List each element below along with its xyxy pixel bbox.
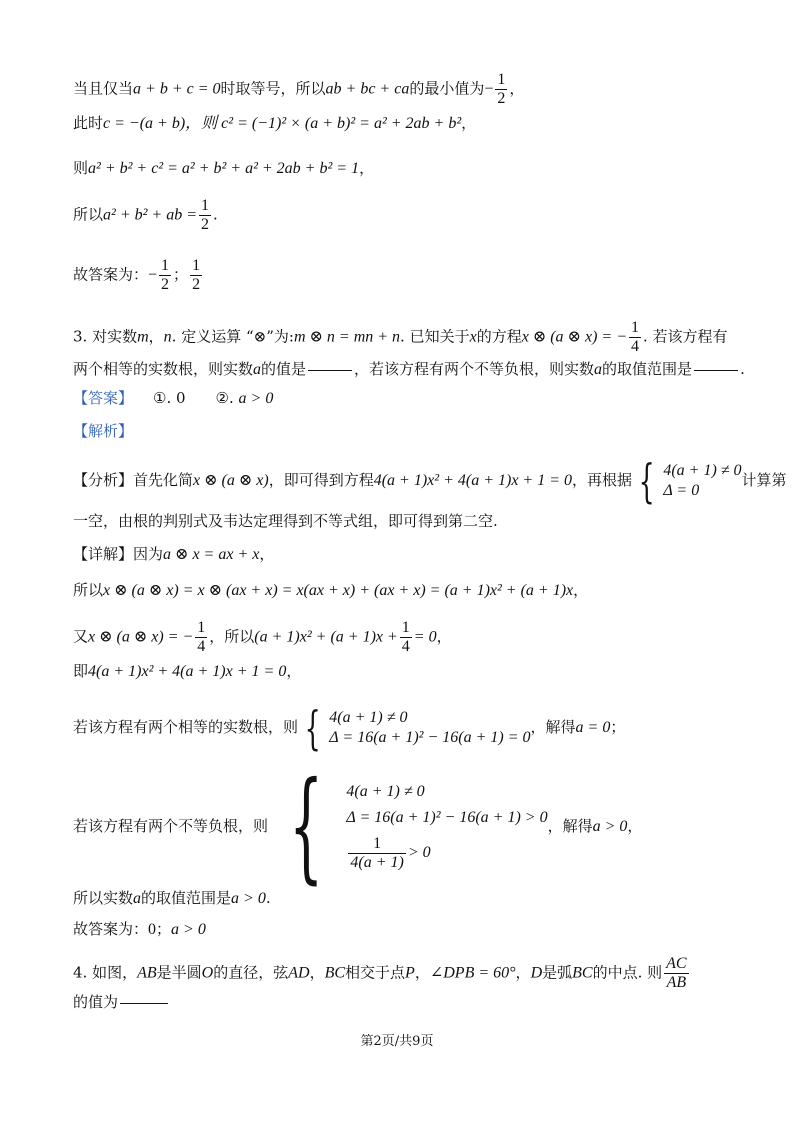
numerator: 1	[348, 836, 405, 854]
text: 的值为	[73, 993, 119, 1011]
system-row: Δ = 0	[663, 482, 700, 499]
numerator: 1	[497, 71, 506, 88]
question-4-line-2	[73, 995, 170, 1010]
text: 的值是	[261, 360, 307, 378]
text: .	[740, 360, 745, 378]
numerator: 1	[201, 197, 209, 214]
numerator: 1	[197, 619, 206, 636]
math-solution: a = 0	[575, 719, 611, 736]
math-condition: a + b + c = 0	[133, 80, 221, 98]
text: 时取等号，所以	[220, 79, 326, 98]
answer-1: ①. 0	[153, 389, 186, 407]
text: 所以实数	[73, 889, 134, 907]
text: ，	[436, 627, 452, 646]
fraction	[190, 258, 202, 293]
text: 是弧	[542, 963, 573, 982]
math-expression: c = −(a + b)，则 c² = (−1)² × (a + b)² = a² + 2ab + b²	[103, 115, 462, 132]
text: ，	[509, 79, 525, 98]
text: 两个相等的实数根，则实数	[73, 360, 254, 378]
text: . 定义运算 “⊗”为:	[171, 327, 294, 346]
denominator: 4	[630, 338, 639, 355]
var: a	[253, 361, 262, 378]
text: 的取值范围是	[141, 889, 232, 907]
detail-line-1	[73, 547, 274, 563]
question-4-line-1	[73, 956, 691, 991]
left-brace: {	[638, 454, 655, 508]
system-row: Δ = 16(a + 1)² − 16(a + 1) = 0	[329, 729, 531, 746]
text: 一空，由根的判别式及韦达定理得到不等式组，即可得到第二空.	[73, 512, 498, 530]
text: 的直径，弦	[213, 963, 289, 982]
text: ，	[359, 159, 375, 177]
text: ，解得	[547, 817, 593, 835]
text: .	[213, 205, 218, 224]
answer-line	[73, 391, 273, 407]
page-footer: 第2页/共9页	[360, 1034, 434, 1049]
denominator: 2	[497, 90, 506, 107]
math-definition: m ⊗ n = mn + n	[293, 328, 401, 346]
numerator: 1	[192, 257, 201, 274]
analysis-line	[73, 424, 133, 439]
detail-line-6	[73, 757, 643, 896]
denominator: AB	[666, 974, 687, 991]
answer-2-label: ②.	[215, 389, 234, 407]
detail-line-7	[73, 891, 271, 907]
fraction	[400, 620, 412, 655]
text: ，	[148, 327, 164, 346]
text: 4. 如图，	[73, 963, 138, 982]
text: ，若该方程有两个不等负根，则实数	[354, 360, 595, 378]
detail-line-5	[73, 701, 626, 755]
text: 因为	[133, 545, 164, 563]
solution-line-2	[73, 116, 476, 132]
system-row: Δ = 16(a + 1)² − 16(a + 1) > 0	[346, 808, 548, 826]
var: P	[405, 964, 415, 982]
var: O	[201, 964, 214, 982]
fenxi-line	[73, 454, 787, 508]
fraction	[195, 620, 207, 655]
answer-2: a > 0	[238, 390, 274, 407]
text: 首先化简	[133, 471, 194, 489]
system-row	[346, 836, 547, 871]
text: 的最小值为	[409, 79, 485, 98]
text: 3. 对实数	[73, 327, 138, 346]
text: 的方程	[476, 327, 522, 346]
text: 的中点. 则	[592, 963, 663, 982]
minus-sign: −	[484, 80, 494, 98]
text: ，	[309, 963, 325, 982]
fenxi-tag: 【分析】	[73, 471, 134, 489]
question-3-line-2	[73, 362, 745, 378]
text: 又	[73, 627, 89, 646]
detail-line-3	[73, 620, 452, 655]
equation-system	[298, 701, 531, 755]
system-row: 4(a + 1) ≠ 0	[663, 462, 742, 479]
text: 故答案为：	[73, 920, 149, 938]
math-expression: = 0	[413, 628, 437, 646]
question-3-line-1	[73, 320, 728, 355]
denominator: 2	[192, 276, 201, 293]
equation-system	[268, 757, 548, 896]
fraction	[664, 956, 688, 991]
text: . 已知关于	[400, 327, 470, 346]
var: n	[163, 328, 172, 346]
fraction	[348, 836, 405, 871]
var: D	[530, 964, 543, 982]
math-equation: x ⊗ (a ⊗ x) = −	[521, 328, 627, 346]
var: a	[594, 361, 603, 378]
text: 则	[73, 159, 89, 177]
text: ；	[610, 718, 626, 736]
math-expression: x ⊗ (a ⊗ x) = x ⊗ (ax + x) = x(ax + x) + (ax + x) = (a + 1)x² + (a + 1)x	[103, 582, 574, 599]
math-expression: x ⊗ (a ⊗ x)	[193, 472, 269, 489]
system-row: 4(a + 1) ≠ 0	[346, 782, 425, 800]
math-solution: a > 0	[231, 890, 266, 907]
text: ，	[515, 963, 531, 982]
var: a	[133, 890, 142, 907]
answer-blank	[120, 1003, 168, 1004]
math-expression: > 0	[407, 843, 431, 861]
solution-line-3	[73, 161, 374, 177]
text: 故答案为：	[73, 265, 149, 284]
solution-line-4	[73, 198, 218, 233]
text: 若该方程有两个相等的实数根，则	[73, 718, 299, 736]
var: AB	[137, 964, 157, 982]
math-expression: (a + 1)x² + (a + 1)x +	[254, 628, 398, 646]
text: 相交于点	[345, 963, 406, 982]
text: 当且仅当	[73, 79, 134, 98]
answer-value: 0	[148, 921, 157, 938]
var: BC	[572, 964, 593, 982]
text: ，	[286, 662, 302, 680]
denominator: 2	[161, 276, 170, 293]
system-row: 4(a + 1) ≠ 0	[329, 709, 408, 726]
math-expression: a ⊗ x = ax + x	[163, 546, 260, 563]
numerator: AC	[666, 955, 687, 972]
solution-line-1	[73, 72, 524, 107]
detail-line-2	[73, 583, 588, 599]
var: AD	[288, 964, 310, 982]
text: ，	[414, 963, 430, 982]
numerator: 1	[161, 257, 170, 274]
var: BC	[324, 964, 346, 982]
left-brace: {	[304, 701, 321, 755]
math-angle: ∠DPB = 60°	[429, 964, 516, 982]
math-expression: x ⊗ (a ⊗ x) = −	[88, 628, 194, 646]
fraction	[495, 72, 507, 107]
answer-blank	[308, 370, 352, 371]
text: .	[265, 889, 271, 907]
math-equation: 4(a + 1)x² + 4(a + 1)x + 1 = 0	[373, 472, 573, 489]
detail-line-4	[73, 664, 301, 680]
fraction	[199, 198, 211, 233]
equation-system	[632, 454, 742, 508]
math-expression: a² + b² + c² = a² + b² + a² + 2ab + b² = 1	[88, 160, 360, 177]
fraction	[159, 258, 171, 293]
text: ，所以	[209, 627, 255, 646]
text: ，	[461, 114, 477, 132]
denominator: 4(a + 1)	[350, 853, 404, 871]
text: ，	[259, 545, 275, 563]
math-equation: 4(a + 1)x² + 4(a + 1)x + 1 = 0	[88, 663, 287, 680]
fenxi-line-2	[73, 514, 498, 529]
text: ，再根据	[572, 471, 633, 489]
numerator: 1	[401, 619, 410, 636]
detail-tag: 【详解】	[73, 545, 134, 563]
var: m	[137, 328, 149, 346]
text: ，	[573, 581, 589, 599]
answer-tag: 【答案】	[73, 389, 134, 407]
text: 所以	[73, 205, 104, 224]
text: 所以	[73, 581, 104, 599]
math-expression: ab + bc + ca	[325, 80, 410, 98]
detail-line-8	[73, 922, 206, 938]
solution-line-5	[73, 258, 204, 293]
math-expression: a² + b² + ab =	[103, 206, 197, 224]
math-solution: a > 0	[592, 818, 628, 835]
answer-blank	[694, 370, 738, 371]
text: ，解得	[530, 718, 576, 736]
left-brace: {	[289, 757, 324, 896]
text: ，	[627, 817, 643, 835]
text: 此时	[73, 114, 104, 132]
text: . 若该方程有	[642, 327, 728, 346]
var: x	[469, 328, 477, 346]
denominator: 4	[401, 638, 410, 655]
answer-value: a > 0	[171, 921, 206, 938]
text: 的取值范围是	[602, 360, 693, 378]
text: 计算第	[741, 471, 787, 489]
numerator: 1	[630, 319, 639, 336]
text: ；	[173, 265, 189, 284]
text: 是半圆	[156, 963, 202, 982]
denominator: 2	[201, 216, 209, 233]
text: ；	[156, 920, 172, 938]
minus-sign: −	[148, 266, 158, 284]
text: 即	[73, 662, 89, 680]
text: ，即可得到方程	[268, 471, 374, 489]
text: 若该方程有两个不等负根，则	[73, 817, 269, 835]
fraction	[629, 320, 641, 355]
analysis-tag: 【解析】	[73, 422, 134, 440]
denominator: 4	[197, 638, 206, 655]
